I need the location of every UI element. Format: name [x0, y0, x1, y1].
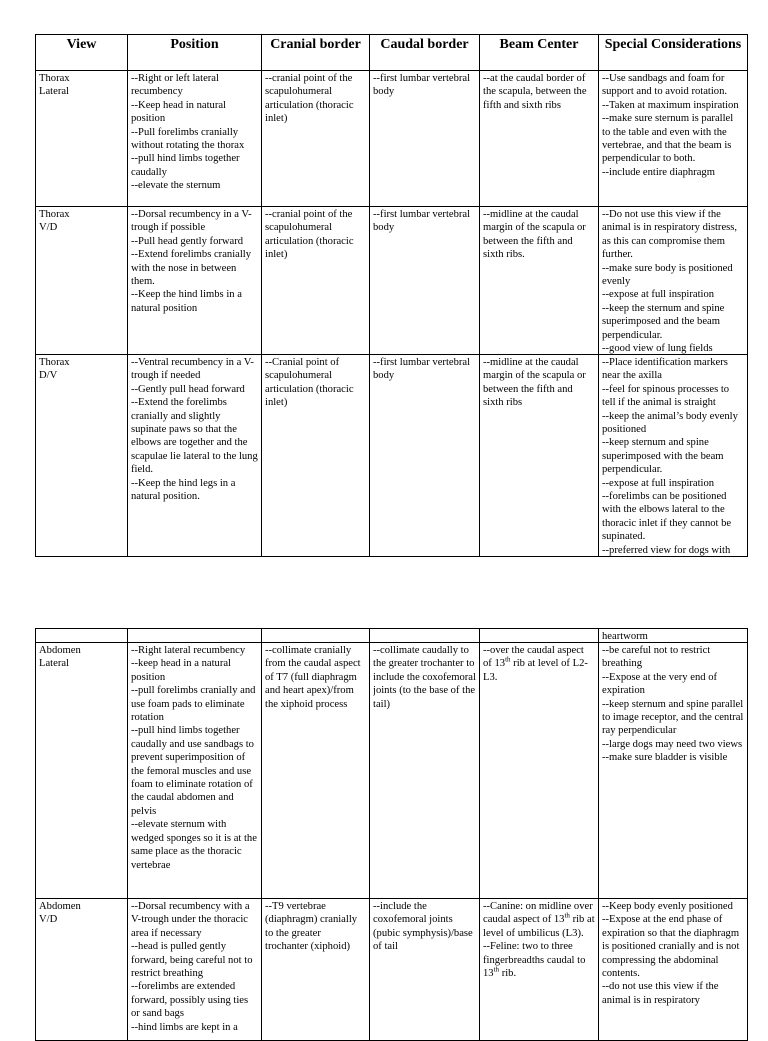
table-row [36, 899, 748, 1041]
position-cell: --Dorsal recumbency in a V-trough if possible --Pull head gently forward --Extend forelimbs cranially with the nose in between them. --Keep the hind limbs in a natural position [131, 209, 252, 314]
beam-canine-text-b: rib at level of umbilicus (L3). [483, 914, 595, 939]
special-continuation-cell: heartworm [602, 631, 648, 642]
header-cranial-border: Cranial border [262, 35, 370, 71]
ordinal-suffix: th [564, 911, 570, 920]
continuation-row [36, 629, 748, 643]
beam-cell: --midline at the caudal margin of the scapula or between the fifth and sixth ribs [483, 357, 586, 409]
view-cell: Thorax Lateral [39, 73, 70, 98]
beam-feline [483, 940, 595, 980]
position-cell: --Dorsal recumbency with a V-trough under the thoracic area if necessary --head is pulled gently forward, being careful not to restrict breathing --forelimbs are extended forward, possibly using ties or sand bags --hind limbs are kept in a [131, 901, 253, 1033]
cranial-cell: --collimate cranially from the caudal aspect of T7 (full diaphragm and heart apex)/from the xiphoid process [265, 645, 361, 710]
header-caudal-border: Caudal border [370, 35, 480, 71]
cranial-cell: --T9 vertebrae (diaphragm) cranially to the greater trochanter (xiphoid) [265, 901, 358, 953]
header-special-considerations: Special Considerations [599, 35, 748, 71]
view-cell: Abdomen V/D [39, 901, 81, 926]
cranial-cell: --cranial point of the scapulohumeral articulation (thoracic inlet) [265, 209, 354, 261]
beam-canine-text-a: --Canine: on midline over caudal aspect of 13 [483, 901, 593, 926]
special-cell: --Keep body evenly positioned --Expose at the end phase of expiration so that the diaphragm is positioned cranially and is not compressing the abdominal contents. --do not use this view if the animal is in respiratory [602, 901, 740, 1006]
radiography-table-part2 [35, 628, 748, 1041]
table-row [36, 355, 748, 557]
ordinal-suffix: th [505, 655, 511, 664]
table-row [36, 207, 748, 355]
table-row [36, 71, 748, 207]
special-cell: --Do not use this view if the animal is in respiratory distress, as this can compromise them further. --make sure body is positioned evenly --expose at full inspiration --keep the sternum and spine superimposed and the beam perpendicular. --good view of lung fields [602, 209, 738, 354]
view-cell: Thorax V/D [39, 209, 70, 234]
caudal-cell: --collimate caudally to the greater trochanter to include the coxofemoral joints (to the base of the tail) [373, 645, 476, 710]
beam-canine [483, 900, 595, 940]
special-cell: --Place identification markers near the axilla --feel for spinous processes to tell if the animal is straight --keep the animal’s body evenly positioned --keep sternum and spine superimposed with the beam perpendicular. --expose at full inspiration --forelimbs can be positioned with the elbows lateral to the thoracic inlet if they cannot be supinated. --preferred view for dogs with [602, 357, 738, 556]
position-cell: --Right lateral recumbency --keep head in a natural position --pull forelimbs cranially and use foam pads to eliminate rotation --pull hind limbs together caudally and use sandbags to prevent superimposition of the femoral muscles and use foam to eliminate rotation of the caudal abdomen and pelvis --elevate sternum with wedged sponges so it is at the same place as the thoracic vertebrae [131, 645, 257, 871]
cranial-cell: --cranial point of the scapulohumeral articulation (thoracic inlet) [265, 73, 354, 125]
caudal-cell: --first lumbar vertebral body [373, 357, 471, 382]
beam-feline-text-a: --Feline: two to three fingerbreadths caudal to 13 [483, 941, 586, 980]
ordinal-suffix: th [493, 965, 500, 974]
position-cell: --Right or left lateral recumbency --Keep head in natural position --Pull forelimbs cranially without rotating the thorax --pull hind limbs together caudally --elevate the sternum [131, 73, 245, 192]
beam-cell [483, 900, 595, 1040]
radiography-table-part1 [35, 34, 748, 557]
header-row [36, 35, 748, 71]
header-beam-center: Beam Center [480, 35, 599, 71]
header-position: Position [128, 35, 262, 71]
cranial-cell: --Cranial point of scapulohumeral articulation (thoracic inlet) [265, 357, 354, 409]
table-row [36, 643, 748, 899]
beam-cell: --midline at the caudal margin of the scapula or between the fifth and sixth ribs. [483, 209, 586, 261]
special-cell: --Use sandbags and foam for support and to avoid rotation. --Taken at maximum inspiration --make sure sternum is parallel to the table and even with the vertebrae, and that the beam is perpendicular to both. --include entire diaphragm [602, 73, 739, 178]
caudal-cell: --include the coxofemoral joints (pubic symphysis)/base of tail [373, 901, 473, 953]
beam-text-a: --over the caudal aspect of 13 [483, 645, 584, 670]
beam-text-b: rib at level of L2-L3. [483, 658, 588, 683]
beam-feline-text-b: rib. [499, 968, 517, 980]
special-cell: --be careful not to restrict breathing --Expose at the very end of expiration --keep sternum and spine parallel to image receptor, and the central ray perpendicular --large dogs may need two views --make sure bladder is visible [602, 645, 744, 764]
header-view: View [36, 35, 128, 71]
view-cell: Abdomen Lateral [39, 645, 81, 670]
beam-cell: --at the caudal border of the scapula, between the fifth and sixth ribs [483, 73, 587, 111]
caudal-cell: --first lumbar vertebral body [373, 73, 471, 98]
view-cell: Thorax D/V [39, 357, 70, 382]
position-cell: --Ventral recumbency in a V-trough if needed --Gently pull head forward --Extend the forelimbs cranially and slightly supinate paws so that the elbows are together and the scapulae lie lateral to the lung field. --Keep the hind legs in a natural position. [131, 357, 258, 503]
caudal-cell: --first lumbar vertebral body [373, 209, 471, 234]
beam-cell [483, 644, 595, 898]
